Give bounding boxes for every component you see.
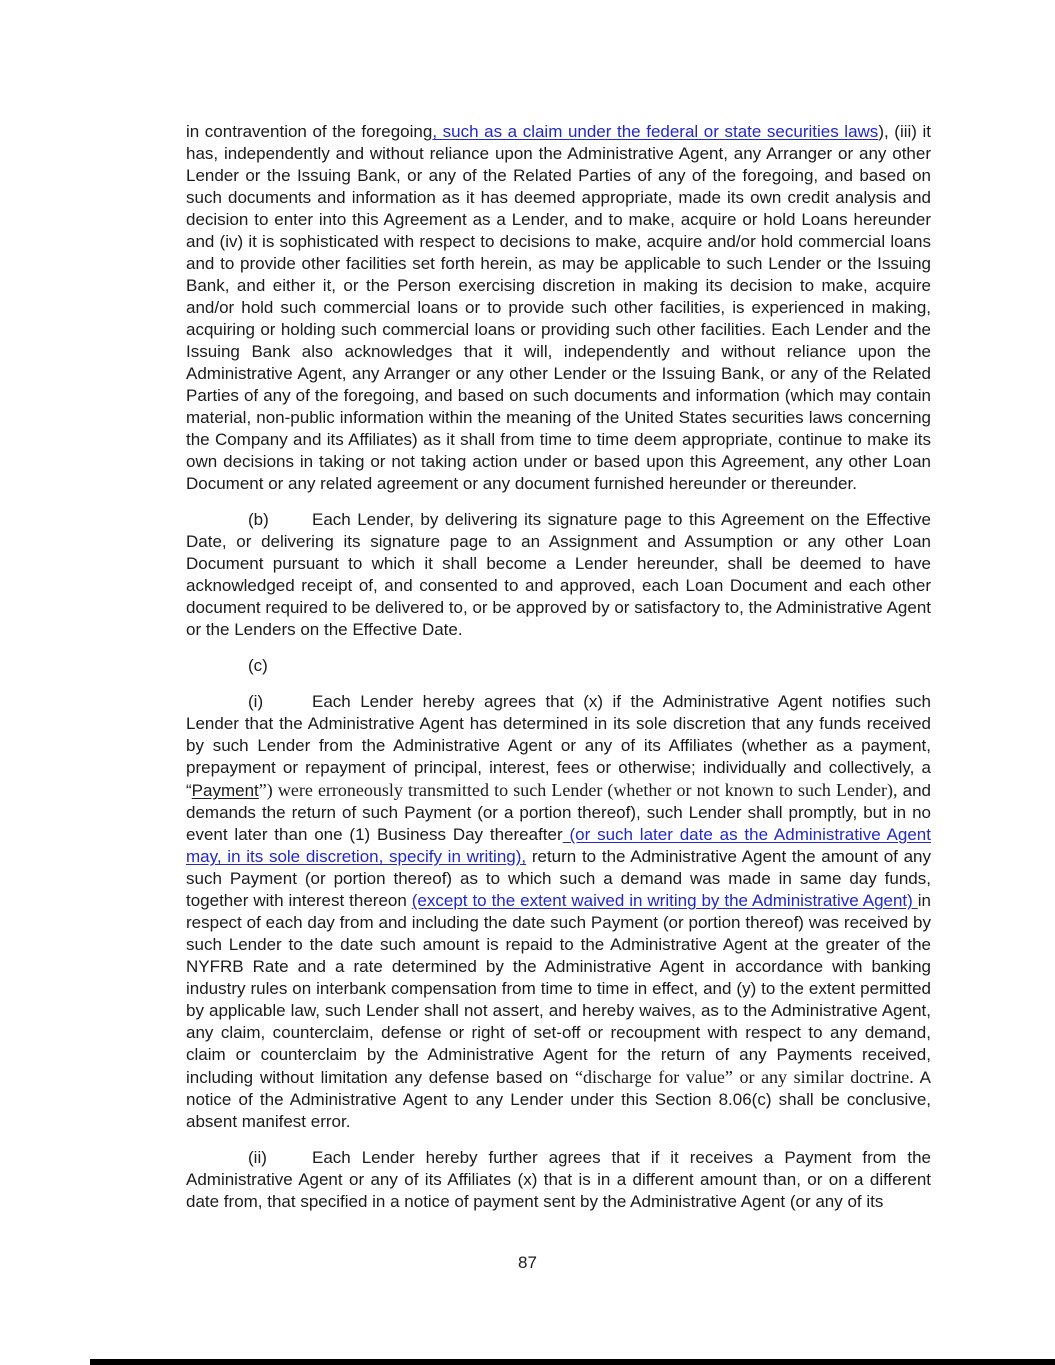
text-run: in contravention of the foregoing bbox=[186, 122, 433, 141]
scan-artifact-bar bbox=[90, 1359, 1055, 1365]
text-run: and demands the return of such Payment (or a portion thereof), such Lender shall promptly, but in no event later than one (1) Business Day thereafter bbox=[186, 781, 931, 844]
paragraph-continuation bbox=[186, 121, 931, 495]
text-run: A notice of the Administrative Agent to any Lender under this Section 8.06(c) shall be conclusive, absent manifest error. bbox=[186, 1068, 931, 1131]
text-run-serif: ”) were erroneously transmitted to such Lender (whether or not known to such Lender), bbox=[258, 780, 903, 800]
paragraph-b bbox=[186, 509, 931, 641]
inserted-text-run: , such as a claim under the federal or state securities laws bbox=[432, 122, 879, 141]
paragraph-c bbox=[186, 655, 931, 677]
paragraph-label-b: (b) bbox=[248, 510, 269, 529]
text-run: return to the Administrative Agent the amount of any such Payment (or portion thereof) as to which such a demand was made in same day funds, together with interest thereon bbox=[186, 847, 931, 910]
text-run-serif: “discharge for value” or any similar doctrine. bbox=[575, 1067, 914, 1087]
text-run: Each Lender hereby agrees that (x) if the Administrative Agent notifies such Lender that the Administrative Agent has determined in its sole discretion that any funds received by such Lender from the Administrative Agent or any of its Affiliates (whether as a payment, prepayment or repayment of principal, interest, fees or otherwise; individually and collectively, a “ bbox=[186, 692, 931, 800]
paragraph-label-i: (i) bbox=[248, 692, 264, 711]
paragraph-label-c: (c) bbox=[248, 656, 268, 675]
page-body-text bbox=[186, 121, 931, 1227]
text-run: Each Lender hereby further agrees that if it receives a Payment from the Administrative Agent or any of its Affiliates (x) that is in a different amount than, or on a different date from, that specified in a notice of payment sent by the Administrative Agent (or any of its bbox=[186, 1148, 931, 1211]
text-run: Each Lender, by delivering its signature page to this Agreement on the Effective Date, or delivering its signature page to an Assignment and Assumption or any other Loan Document pursuant to which it shall become a Lender hereunder, shall be deemed to have acknowledged receipt of, and consented to and approved, each Loan Document and each other document required to be delivered to, or be approved by or satisfactory to, the Administrative Agent or the Lenders on the Effective Date. bbox=[186, 510, 931, 639]
inserted-text-run: (except to the extent waived in writing by the Administrative Agent) bbox=[411, 891, 918, 910]
inserted-text-run: (or such later date as the Administrative Agent may, in its sole discretion, specify in writing), bbox=[186, 825, 931, 866]
paragraph-ii bbox=[186, 1147, 931, 1213]
text-run: in respect of each day from and including the date such Payment (or portion thereof) was received by such Lender to the date such amount is repaid to the Administrative Agent at the greater of the NYFRB Rate and a rate determined by the Administrative Agent in accordance with banking industry rules on interbank compensation from time to time in effect, and (y) to the extent permitted by applicable law, such Lender shall not assert, and hereby waives, as to the Administrative Agent, any claim, counterclaim, defense or right of set-off or recoupment with respect to any demand, claim or counterclaim by the Administrative Agent for the return of any Payments received, including without limitation any defense based on bbox=[186, 891, 931, 1087]
page-number: 87 bbox=[518, 1253, 537, 1272]
paragraph-label-ii: (ii) bbox=[248, 1148, 267, 1167]
defined-term-payment: Payment bbox=[191, 781, 259, 800]
paragraph-i bbox=[186, 691, 931, 1133]
text-run: ), (iii) it has, independently and without reliance upon the Administrative Agent, any Arranger or any other Lender or the Issuing Bank, or any of the Related Parties of any of the foregoing, and based on such documents and information as it has deemed appropriate, made its own credit analysis and decision to enter into this Agreement as a Lender, and to make, acquire or hold Loans hereunder and (iv) it is sophisticated with respect to decisions to make, acquire and/or hold commercial loans and to provide other facilities set forth herein, as may be applicable to such Lender or the Issuing Bank, and either it, or the Person exercising discretion in making its decision to make, acquire and/or hold such commercial loans or to provide such other facilities, is experienced in making, acquiring or holding such commercial loans or providing such other facilities. Each Lender and the Issuing Bank also acknowledges that it will, independently and without reliance upon the Administrative Agent, any Arranger or any other Lender or the Issuing Bank, or any of the Related Parties of any of the foregoing, and based on such documents and information (which may contain material, non-public information within the meaning of the United States securities laws concerning the Company and its Affiliates) as it shall from time to time deem appropriate, continue to make its own decisions in taking or not taking action under or based upon this Agreement, any other Loan Document or any related agreement or any document furnished hereunder or thereunder. bbox=[186, 122, 932, 493]
